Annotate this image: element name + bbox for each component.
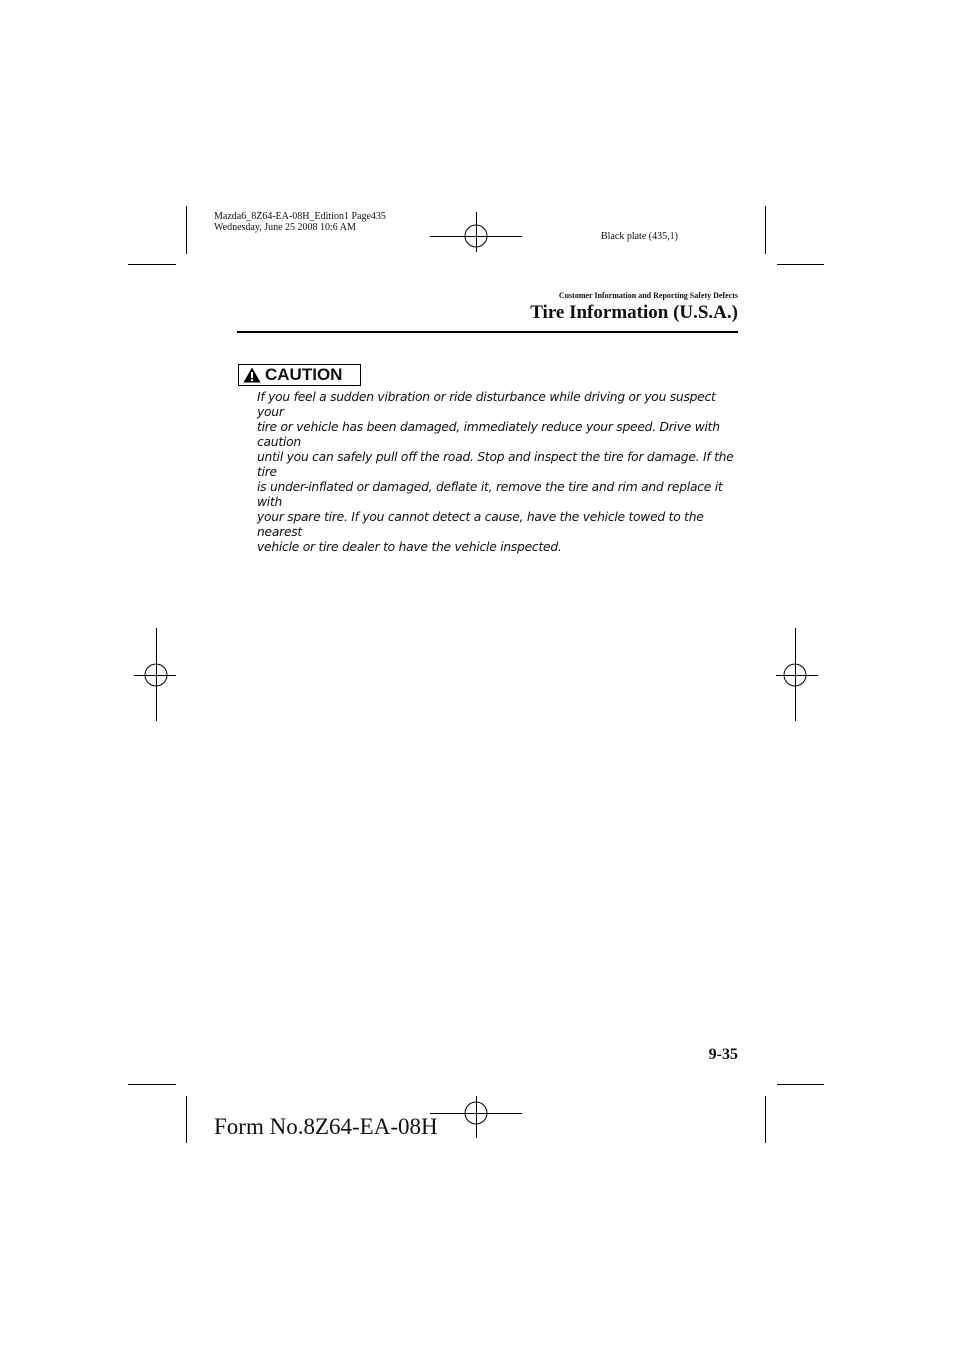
page-number: 9-35 [708, 1046, 738, 1063]
crop-mark-line [765, 1096, 766, 1143]
caution-label: CAUTION [265, 365, 343, 384]
crop-mark-line [777, 1084, 824, 1085]
form-number: Form No.8Z64-EA-08H [214, 1114, 438, 1139]
section-label: Customer Information and Reporting Safety Defects [558, 291, 738, 300]
crop-mark-line [128, 264, 176, 265]
print-plate: Black plate (435,1) [601, 231, 678, 242]
crop-mark-line [777, 264, 824, 265]
crop-mark-line [765, 206, 766, 254]
crop-mark-line [186, 1096, 187, 1143]
crop-mark-line [186, 206, 187, 254]
caution-text-line: until you can safely pull off the road. Stop and inspect the tire for damage. If the tire [257, 450, 734, 479]
caution-text [257, 390, 741, 555]
print-file-line: Mazda6_8Z64-EA-08H_Edition1 Page435 [214, 211, 386, 222]
registration-target-icon [783, 663, 807, 687]
crop-mark-line [128, 1084, 176, 1085]
warning-triangle-icon [243, 367, 261, 383]
registration-target-icon [144, 663, 168, 687]
registration-target-icon [464, 1101, 488, 1125]
caution-header [238, 364, 361, 386]
caution-text-line: If you feel a sudden vibration or ride disturbance while driving or you suspect your [257, 390, 716, 419]
registration-target-icon [464, 224, 488, 248]
page-title: Tire Information (U.S.A.) [530, 302, 738, 323]
caution-text-line: is under-inflated or damaged, deflate it, remove the tire and rim and replace it with [257, 480, 723, 509]
caution-text-line: tire or vehicle has been damaged, immediately reduce your speed. Drive with caution [257, 420, 720, 449]
print-date-line: Wednesday, June 25 2008 10:6 AM [214, 222, 356, 233]
caution-text-line: vehicle or tire dealer to have the vehicle inspected. [257, 540, 562, 554]
caution-text-line: your spare tire. If you cannot detect a cause, have the vehicle towed to the nearest [257, 510, 704, 539]
title-divider [237, 331, 738, 333]
